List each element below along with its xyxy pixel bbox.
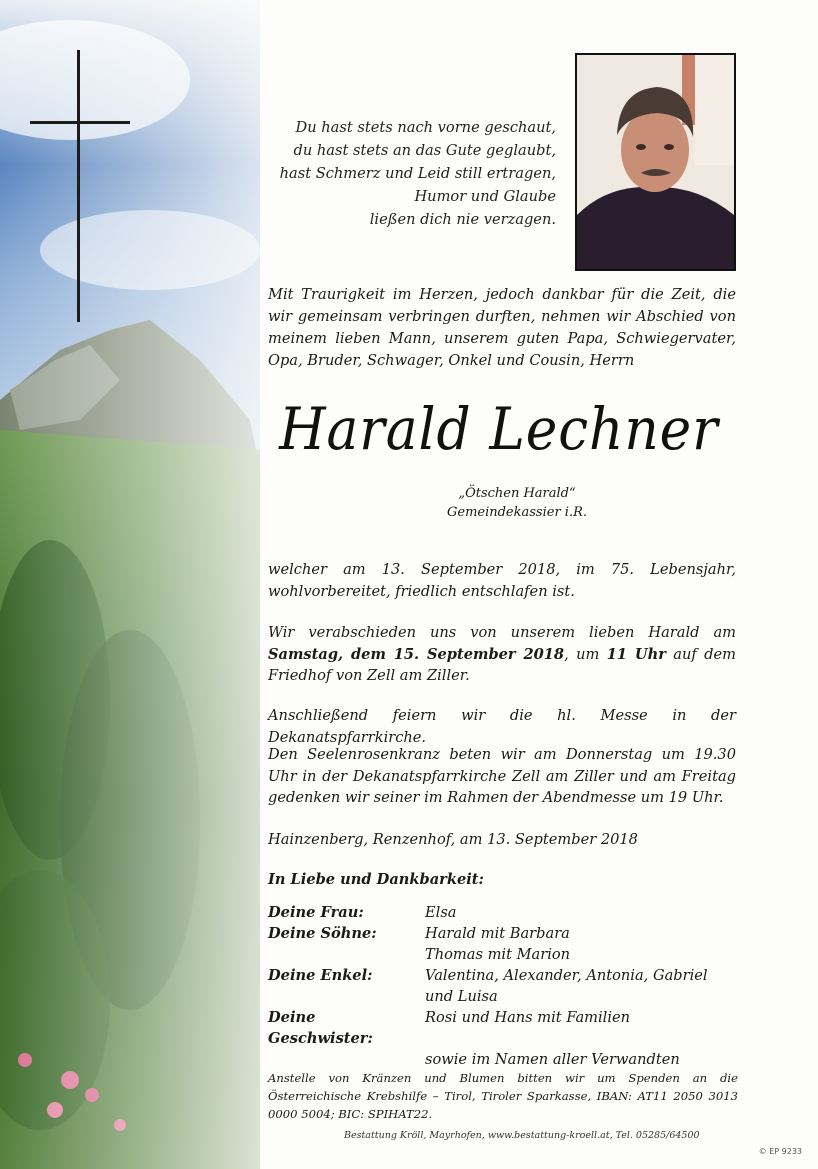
family-label: Deine Enkel: <box>268 967 373 984</box>
family-label: Deine Geschwister: <box>268 1009 373 1047</box>
family-list <box>268 902 738 1070</box>
portrait-photo <box>575 53 736 271</box>
family-row <box>268 1049 738 1070</box>
mass-info: Anschließend feiern wir die hl. Messe in der Dekanatspfarrkirche. <box>268 707 736 746</box>
family-label <box>268 1049 425 1070</box>
family-names: Valentina, Alexander, Antonia, Gabriel und Luisa <box>425 967 708 1005</box>
deceased-name <box>0 395 818 485</box>
funeral-text: auf dem Friedhof von Zell am Ziller. <box>268 645 736 684</box>
family-row <box>268 944 738 965</box>
funeral-date: Samstag, dem 15. September 2018 <box>268 645 565 663</box>
poem-line: du hast stets an das Gute geglaubt, <box>293 142 556 159</box>
family-names: sowie im Namen aller Verwandten <box>425 1051 680 1068</box>
family-label: Deine Frau: <box>268 904 364 921</box>
family-row <box>268 923 738 944</box>
thanks-heading: In Liebe und Dankbarkeit: <box>268 871 484 888</box>
funeral-home-footer: Bestattung Kröll, Mayrhofen, www.bestattung-kroell.at, Tel. 05285/64500 <box>344 1130 700 1141</box>
family-names: Elsa <box>425 904 457 921</box>
family-label: Deine Söhne: <box>268 925 377 942</box>
family-row <box>268 1007 738 1049</box>
intro-text: Mit Traurigkeit im Herzen, jedoch dankbar für die Zeit, die wir gemeinsam verbringen durften, nehmen wir Abschied von meinem lieben Mann, unserem guten Papa, Schwiegervater, Opa, Bruder, Schwager, Onkel und Cousin, Herrn <box>268 286 736 369</box>
occupation-title: Gemeindekassier i.R. <box>446 505 588 520</box>
family-label <box>268 944 425 965</box>
family-row <box>268 965 738 1007</box>
poem-line: hast Schmerz und Leid still ertragen, <box>279 165 556 182</box>
family-names: Harald mit Barbara <box>425 925 570 942</box>
deceased-name-text: Harald Lechner <box>279 395 719 463</box>
poem <box>280 116 556 231</box>
donation-note: Anstelle von Kränzen und Blumen bitten wir um Spenden an die Österreichische Krebshilfe – Tirol, Tiroler Sparkasse, IBAN: AT11 2050 3013 0000 5004; BIC: SPIHAT22. <box>268 1071 738 1121</box>
funeral-text: Wir verabschieden uns von unserem lieben Harald am <box>268 624 736 641</box>
rosary-info: Den Seelenrosenkranz beten wir am Donnerstag um 19.30 Uhr in der Dekanatspfarrkirche Zell am Ziller und am Freitag gedenken wir seiner im Rahmen der Abendmesse um 19 Uhr. <box>268 746 736 806</box>
family-names: Thomas mit Marion <box>425 946 571 963</box>
poem-line: Humor und Glaube <box>414 188 556 205</box>
name-details <box>268 484 736 522</box>
funeral-time: 11 Uhr <box>606 645 666 663</box>
poem-line: ließen dich nie verzagen. <box>369 211 556 228</box>
place-date: Hainzenberg, Renzenhof, am 13. September 2018 <box>268 831 638 848</box>
funeral-info <box>268 622 736 687</box>
family-row <box>268 902 738 923</box>
funeral-text: , um <box>564 645 607 663</box>
nickname: „Ötschen Harald“ <box>458 486 576 501</box>
death-notice: welcher am 13. September 2018, im 75. Lebensjahr, wohlvorbereitet, friedlich entschlafen ist. <box>268 561 736 600</box>
document-code: © EP 9233 <box>758 1147 802 1156</box>
poem-line: Du hast stets nach vorne geschaut, <box>295 119 556 136</box>
family-names: Rosi und Hans mit Familien <box>425 1009 631 1026</box>
